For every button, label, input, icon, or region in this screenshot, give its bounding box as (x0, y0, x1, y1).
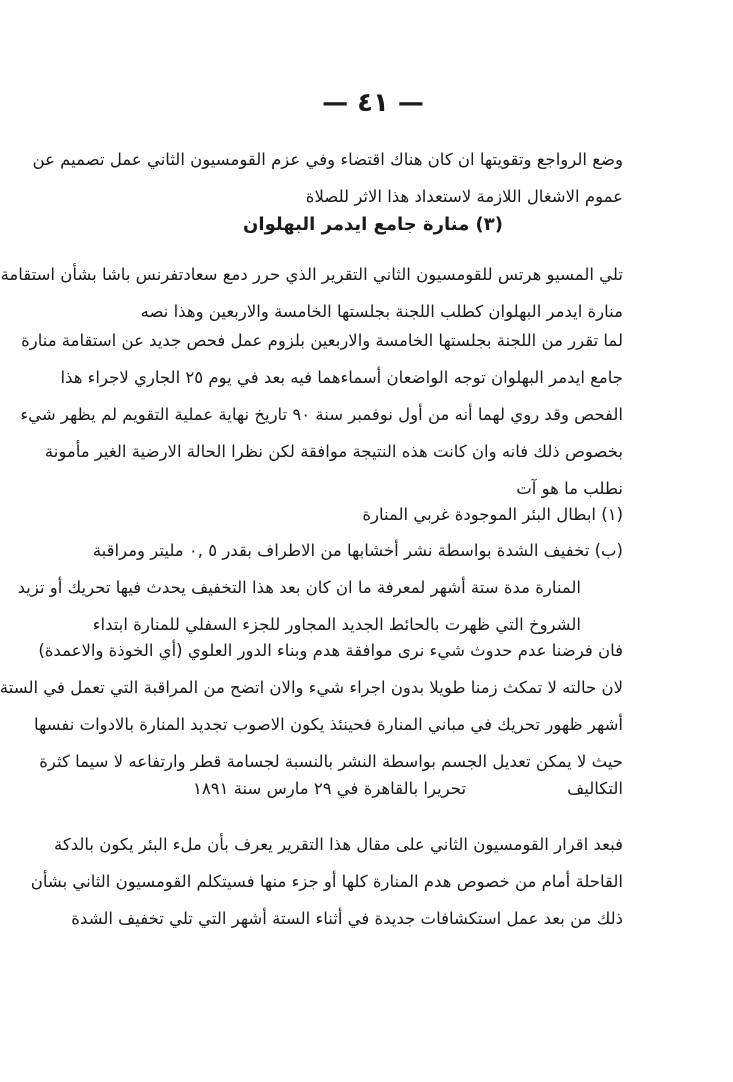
text-line: لان حالته لا تمكث زمنا طويلا بدون اجراء شيء والان اتضح من المراقبة التي تعمل في الستة (0, 678, 623, 697)
text-line: نطلب ما هو آت (516, 479, 623, 498)
text-line: عموم الاشغال اللازمة لاستعداد هذا الاثر للصلاة (305, 187, 623, 206)
text-line: أشهر ظهور تحريك في مباني المنارة فحينئذ يكون الاصوب تجديد المنارة بالادوات نفسها (34, 715, 623, 734)
text-line: (١) ابطال البئر الموجودة غربي المنارة (362, 505, 623, 524)
text-line: حيث لا يمكن تعديل الجسم بواسطة النشر بالنسبة لجسامة قطر وارتفاعه لا سيما كثرة (39, 752, 623, 771)
text-line: فان فرضنا عدم حدوث شيء نرى موافقة هدم وبناء الدور العلوي (أي الخوذة والاعمدة) (38, 641, 623, 660)
text-line: الشروخ التي ظهرت بالحائط الجديد المجاور للجزء السفلي للمنارة ابتداء (92, 615, 581, 634)
list-item-ba (17, 532, 623, 643)
conclusion-paragraph (0, 632, 623, 780)
text-line: القاحلة أمام من خصوص هدم المنارة كلها أو جزء منها فسيتكلم القومسيون الثاني بشأن (30, 872, 623, 891)
cost-word: التكاليف (567, 779, 623, 798)
list-item-alef (113, 496, 623, 533)
text-line: تلي المسيو هرتس للقومسيون الثاني التقرير الذي حرر دمع سعادتفرنس باشا بشأن استقامة (0, 265, 623, 284)
text-line: منارة ايدمر البهلوان كطلب اللجنة بجلستها الخامسة والاربعين وهذا نصه (140, 302, 623, 321)
text-line: وضع الرواجع وتقويتها ان كان هناك اقتضاء وفي عزم القومسيون الثاني عمل تصميم عن (32, 150, 623, 169)
signature-line (113, 770, 623, 807)
text-line: الفحص وقد روي لهما أنه من أول نوفمبر سنة ٩٠ تاريخ نهاية عملية التقويم لم يظهر شيء (20, 405, 623, 424)
text-line: (ب) تخفيف الشدة بواسطة نشر أخشابها من الاطراف بقدر ٥ ,٠ مليتر ومراقبة (92, 541, 623, 560)
text-line: جامع ايدمر البهلوان توجه الواضعان أسماءهما فيه بعد في يوم ٢٥ الجاري لاجراء هذا (60, 368, 623, 387)
closing-paragraph (30, 826, 623, 937)
report-intro-paragraph (0, 256, 623, 330)
intro-paragraph (32, 141, 623, 215)
date-line: تحريرا بالقاهرة في ٢٩ مارس سنة ١٨٩١ (193, 779, 467, 798)
text-line: المنارة مدة ستة أشهر لمعرفة ما ان كان بعد هذا التخفيف يحدث فيها تحريك أو تزيد (17, 578, 581, 597)
page-number: — ٤١ — (322, 88, 424, 118)
report-paragraph (20, 322, 623, 507)
text-line: ذلك من بعد عمل استكشافات جديدة في أثناء الستة أشهر التي تلي تخفيف الشدة (71, 909, 623, 928)
section-heading: (٣) منارة جامع ايدمر البهلوان (243, 214, 503, 235)
text-line: بخصوص ذلك فانه وان كانت هذه النتيجة موافقة لكن نظرا الحالة الارضية الغير مأمونة (44, 442, 623, 461)
text-line: لما تقرر من اللجنة بجلستها الخامسة والاربعين بلزوم عمل فحص جديد عن استقامة منارة (21, 331, 623, 350)
text-line: فبعد اقرار القومسيون الثاني على مقال هذا التقرير يعرف بأن ملء البئر يكون بالدكة (54, 835, 623, 854)
